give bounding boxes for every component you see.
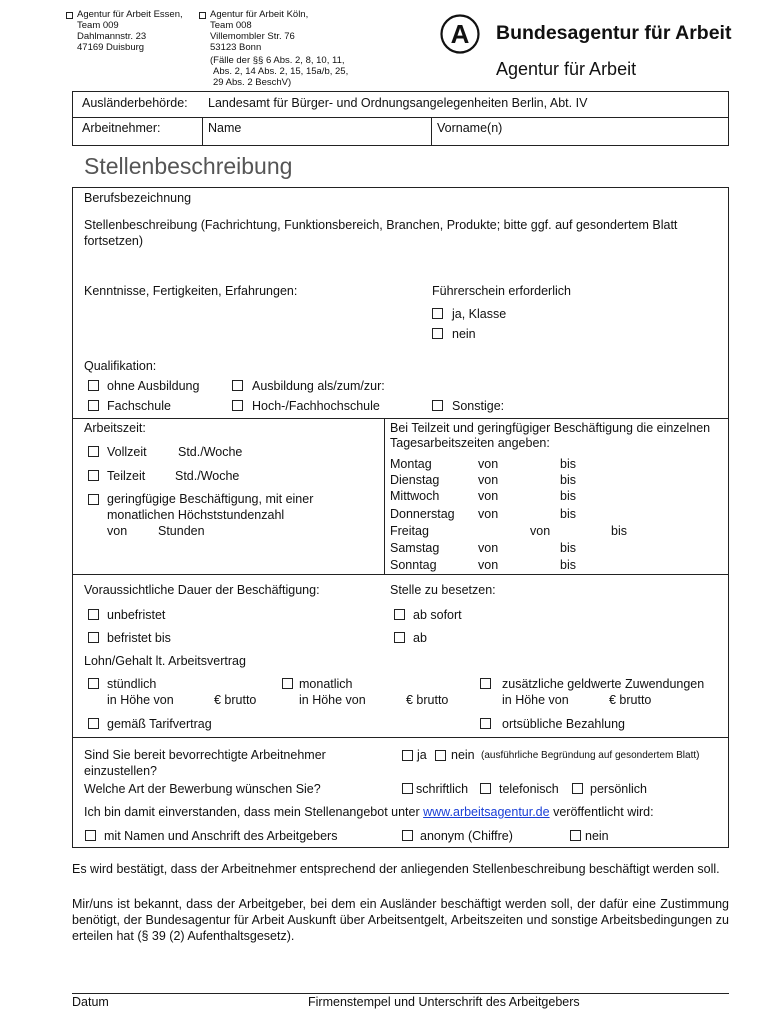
worktime-label: Arbeitszeit:	[84, 421, 146, 435]
skills-label: Kenntnisse, Fertigkeiten, Erfahrungen:	[84, 284, 298, 298]
office-koeln-line-6: Abs. 2, 14 Abs. 2, 15, 15a/b, 25,	[213, 66, 349, 77]
start-from-checkbox[interactable]	[394, 632, 405, 643]
authority-label: Ausländerbehörde:	[82, 96, 188, 110]
minijob-line-2: monatlichen Höchststundenzahl	[107, 508, 285, 522]
day-monday-from: von	[478, 457, 499, 471]
monthly-amount-label: in Höhe von	[299, 693, 366, 707]
day-wednesday-from: von	[478, 489, 499, 503]
consent-pre: Ich bin damit einverstanden, dass mein Stellenangebot unter	[84, 805, 420, 819]
fulltime-hours-label: Std./Woche	[178, 445, 243, 459]
publish-none-checkbox[interactable]	[570, 830, 581, 841]
start-immediately-checkbox[interactable]	[394, 609, 405, 620]
local-pay-label: ortsübliche Bezahlung	[502, 717, 625, 731]
date-label: Datum	[72, 995, 109, 1009]
page-title: Stellenbeschreibung	[84, 153, 293, 179]
duration-label: Voraussichtliche Dauer der Beschäftigung:	[84, 583, 320, 597]
day-saturday-to: bis	[560, 541, 576, 555]
priority-no-note: (ausführliche Begründung auf gesondertem Blatt)	[481, 750, 700, 761]
minijob-line-1: geringfügige Beschäftigung, mit einer	[107, 492, 314, 506]
priority-yes-label: ja	[417, 748, 427, 762]
logo-subtitle: Agentur für Arbeit	[496, 59, 637, 79]
qual-school-checkbox[interactable]	[88, 400, 99, 411]
hourly-amount-label: in Höhe von	[107, 693, 174, 707]
day-sunday-from: von	[478, 558, 499, 572]
qual-other-checkbox[interactable]	[432, 400, 443, 411]
tariff-label: gemäß Tarifvertrag	[107, 717, 212, 731]
office-koeln-line-7: 29 Abs. 2 BeschV)	[213, 77, 292, 88]
office-essen-line-1: Agentur für Arbeit Essen,	[77, 9, 183, 20]
tariff-checkbox[interactable]	[88, 718, 99, 729]
hourly-checkbox[interactable]	[88, 678, 99, 689]
day-thursday: Donnerstag	[390, 507, 455, 521]
day-saturday-from: von	[478, 541, 499, 555]
limited-checkbox[interactable]	[88, 632, 99, 643]
consent-line	[84, 805, 654, 819]
header-table-col-divider-1	[202, 117, 203, 146]
day-saturday: Samstag	[390, 541, 440, 555]
confirmation-paragraph-2: Mir/uns ist bekannt, dass der Arbeitgeber, bei dem ein Ausländer beschäftigt werden soll, der dafür eine Zustimmung benötigt, der Bundesagentur für Arbeit Auskunft über Arbeitsentgelt, Arbeitszeiten und sonstige Arbeitsbedingungen zu erteilen hat (§ 39 (2) Aufenthaltsgesetz).	[72, 897, 729, 943]
qualification-label: Qualifikation:	[84, 359, 157, 373]
phone-label: telefonisch	[499, 782, 559, 796]
office-koeln-line-5: (Fälle der §§ 6 Abs. 2, 8, 10, 11,	[210, 55, 345, 66]
worktime-col-divider	[384, 418, 385, 574]
qual-none-checkbox[interactable]	[88, 380, 99, 391]
unlimited-label: unbefristet	[107, 608, 166, 622]
priority-yes-checkbox[interactable]	[402, 750, 413, 761]
qual-university-checkbox[interactable]	[232, 400, 243, 411]
salary-label: Lohn/Gehalt lt. Arbeitsvertrag	[84, 654, 246, 668]
header-table-divider	[72, 117, 729, 118]
additional-gross-label: € brutto	[609, 693, 652, 707]
employee-label: Arbeitnehmer:	[82, 121, 161, 135]
license-no-checkbox[interactable]	[432, 328, 443, 339]
office-essen-line-3: Dahlmannstr. 23	[77, 31, 147, 42]
consent-link[interactable]: www.arbeitsagentur.de	[423, 805, 550, 819]
confirmation-paragraph-1: Es wird bestätigt, dass der Arbeitnehmer entsprechend der anliegenden Stellenbeschreibung beschäftigt werden soll.	[72, 862, 720, 876]
license-yes-checkbox[interactable]	[432, 308, 443, 319]
day-friday: Freitag	[390, 524, 429, 538]
day-sunday-to: bis	[560, 558, 576, 572]
minijob-from-label: von	[107, 524, 128, 538]
minijob-checkbox[interactable]	[88, 494, 99, 505]
name-label: Name	[208, 121, 242, 135]
day-wednesday: Mittwoch	[390, 489, 440, 503]
limited-label: befristet bis	[107, 631, 171, 645]
office-koeln-line-3: Villemombler Str. 76	[210, 31, 295, 42]
monthly-gross-label: € brutto	[406, 693, 449, 707]
publish-anonymous-checkbox[interactable]	[402, 830, 413, 841]
job-title-label: Berufsbezeichnung	[84, 191, 192, 205]
monthly-checkbox[interactable]	[282, 678, 293, 689]
publish-none-label: nein	[585, 829, 609, 843]
hourly-gross-label: € brutto	[214, 693, 257, 707]
additional-label: zusätzliche geldwerte Zuwendungen	[502, 677, 705, 691]
signature-line	[72, 993, 729, 994]
start-from-label: ab	[413, 631, 427, 645]
section-divider-questions	[72, 737, 729, 738]
start-immediately-label: ab sofort	[413, 608, 462, 622]
section-divider-duration	[72, 574, 729, 575]
logo-title: Bundesagentur für Arbeit	[496, 22, 732, 44]
qual-other-label: Sonstige:	[452, 399, 505, 413]
office-koeln-line-4: 53123 Bonn	[210, 42, 262, 53]
office-koeln-line-2: Team 008	[210, 20, 252, 31]
day-monday: Montag	[390, 457, 432, 471]
parttime-label: Teilzeit	[107, 469, 146, 483]
header-table-col-divider-2	[431, 117, 432, 146]
agency-logo-icon	[440, 14, 480, 54]
written-label: schriftlich	[416, 782, 469, 796]
day-tuesday-from: von	[478, 473, 499, 487]
local-pay-checkbox[interactable]	[480, 718, 491, 729]
firstname-label: Vorname(n)	[437, 121, 503, 135]
start-label: Stelle zu besetzen:	[390, 583, 496, 597]
priority-question: Sind Sie bereit bevorrechtigte Arbeitnehmer einzustellen?	[84, 748, 326, 778]
day-friday-from: von	[530, 524, 551, 538]
job-description-label: Stellenbeschreibung (Fachrichtung, Funktionsbereich, Branchen, Produkte; bitte ggf. auf gesondertem Blatt fortsetzen)	[84, 218, 678, 248]
day-wednesday-to: bis	[560, 489, 576, 503]
day-monday-to: bis	[560, 457, 576, 471]
qual-university-label: Hoch-/Fachhochschule	[252, 399, 380, 413]
publish-anonymous-label: anonym (Chiffre)	[420, 829, 513, 843]
day-sunday: Sonntag	[390, 558, 437, 572]
worktime-note: Bei Teilzeit und geringfügiger Beschäftigung die einzelnen Tagesarbeitszeiten angeben:	[390, 421, 711, 450]
priority-no-label: nein	[451, 748, 475, 762]
fulltime-label: Vollzeit	[107, 445, 147, 459]
day-tuesday: Dienstag	[390, 473, 440, 487]
day-thursday-to: bis	[560, 507, 576, 521]
office-essen-line-4: 47169 Duisburg	[77, 42, 145, 53]
consent-post: veröffentlicht wird:	[553, 805, 654, 819]
authority-value: Landesamt für Bürger- und Ordnungsangelegenheiten Berlin, Abt. IV	[208, 96, 588, 110]
license-yes-label: ja, Klasse	[452, 307, 507, 321]
office-koeln-checkbox[interactable]	[199, 12, 206, 19]
written-checkbox[interactable]	[402, 783, 413, 794]
monthly-label: monatlich	[299, 677, 353, 691]
application-question: Welche Art der Bewerbung wünschen Sie?	[84, 782, 321, 796]
additional-amount-label: in Höhe von	[502, 693, 569, 707]
parttime-checkbox[interactable]	[88, 470, 99, 481]
day-friday-to: bis	[611, 524, 627, 538]
section-divider-worktime	[72, 418, 729, 419]
fulltime-checkbox[interactable]	[88, 446, 99, 457]
hourly-label: stündlich	[107, 677, 157, 691]
phone-checkbox[interactable]	[480, 783, 491, 794]
license-label: Führerschein erforderlich	[432, 284, 571, 298]
day-tuesday-to: bis	[560, 473, 576, 487]
personal-label: persönlich	[590, 782, 647, 796]
publish-with-name-checkbox[interactable]	[85, 830, 96, 841]
additional-checkbox[interactable]	[480, 678, 491, 689]
qual-training-checkbox[interactable]	[232, 380, 243, 391]
office-koeln-line-1: Agentur für Arbeit Köln,	[210, 9, 309, 20]
signature-label: Firmenstempel und Unterschrift des Arbeitgebers	[308, 995, 580, 1009]
office-essen-checkbox[interactable]	[66, 12, 73, 19]
parttime-hours-label: Std./Woche	[175, 469, 240, 483]
office-essen-line-2: Team 009	[77, 20, 119, 31]
publish-with-name-label: mit Namen und Anschrift des Arbeitgebers	[104, 829, 338, 843]
qual-school-label: Fachschule	[107, 399, 171, 413]
logo-letter: A	[450, 19, 470, 49]
license-no-label: nein	[452, 327, 476, 341]
minijob-hours-label: Stunden	[158, 524, 205, 538]
qual-training-label: Ausbildung als/zum/zur:	[252, 379, 385, 393]
day-thursday-from: von	[478, 507, 499, 521]
priority-no-checkbox[interactable]	[435, 750, 446, 761]
personal-checkbox[interactable]	[572, 783, 583, 794]
unlimited-checkbox[interactable]	[88, 609, 99, 620]
qual-none-label: ohne Ausbildung	[107, 379, 200, 393]
